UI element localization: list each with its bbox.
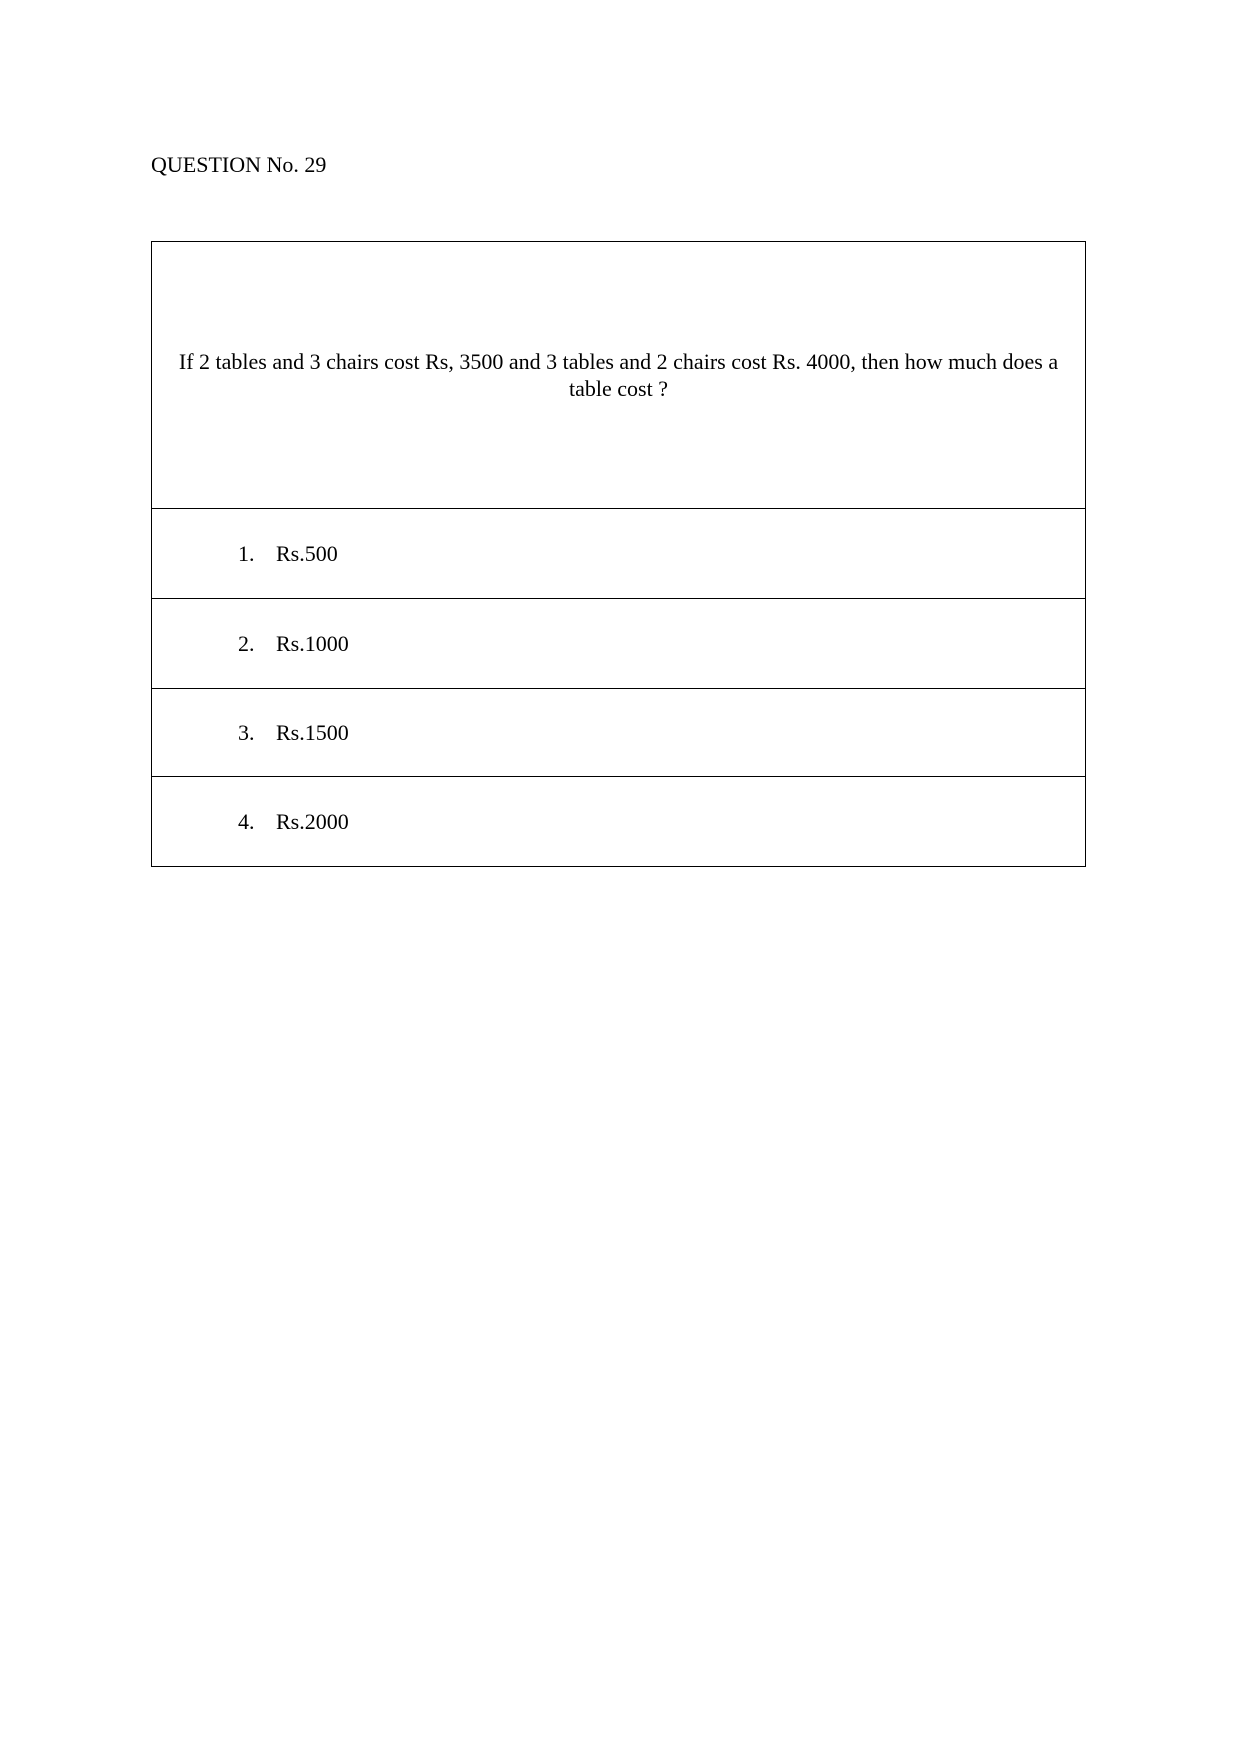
option-number: 3. (238, 720, 255, 745)
option-number: 4. (238, 809, 255, 834)
option-4[interactable] (152, 777, 1085, 866)
option-text: Rs.500 (276, 541, 338, 566)
option-text: Rs.1500 (276, 720, 349, 745)
option-number: 1. (238, 541, 255, 566)
option-text: Rs.1000 (276, 631, 349, 656)
question-stem-text: If 2 tables and 3 chairs cost Rs, 3500 and 3 tables and 2 chairs cost Rs. 4000, then how much does a table cost ? (178, 349, 1059, 401)
option-2[interactable] (152, 599, 1085, 689)
option-3[interactable] (152, 689, 1085, 777)
question-heading: QUESTION No. 29 (151, 152, 327, 177)
option-1[interactable] (152, 509, 1085, 599)
option-text: Rs.2000 (276, 809, 349, 834)
option-number: 2. (238, 631, 255, 656)
question-table (151, 241, 1086, 867)
question-stem (152, 242, 1085, 509)
